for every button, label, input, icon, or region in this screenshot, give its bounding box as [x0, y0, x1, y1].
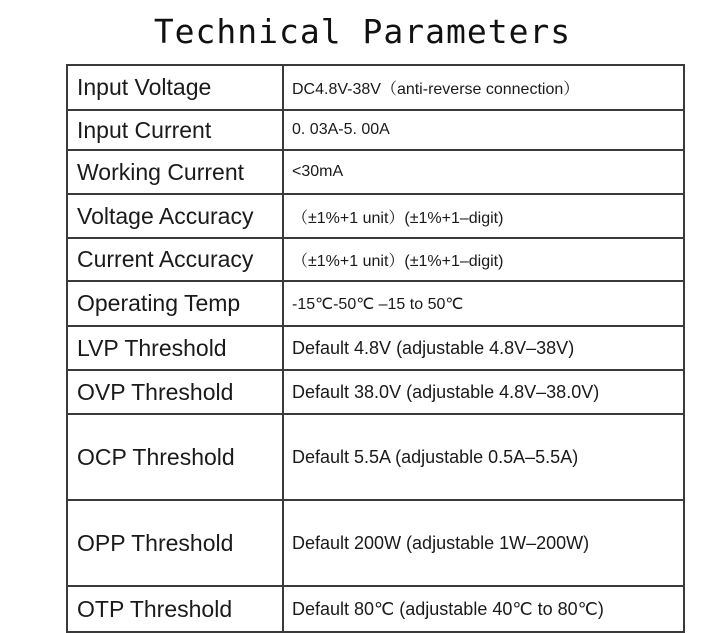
param-name: OTP Threshold — [67, 586, 283, 632]
table-row — [67, 370, 684, 414]
param-value: Default 80℃ (adjustable 40℃ to 80℃) — [283, 586, 684, 632]
param-value: <30mA — [283, 150, 684, 194]
param-value: （±1%+1 unit）(±1%+1–digit) — [283, 238, 684, 281]
table-row — [67, 194, 684, 238]
param-name: Operating Temp — [67, 281, 283, 326]
page-title: Technical Parameters — [153, 12, 572, 51]
param-name: Input Current — [67, 110, 283, 150]
table-row — [67, 110, 684, 150]
param-value: Default 38.0V (adjustable 4.8V–38.0V) — [283, 370, 684, 414]
param-name: Current Accuracy — [67, 238, 283, 281]
table-row — [67, 586, 684, 632]
table-row — [67, 326, 684, 370]
param-name: LVP Threshold — [67, 326, 283, 370]
parameters-table — [66, 64, 685, 633]
table-row — [67, 65, 684, 110]
param-name: OVP Threshold — [67, 370, 283, 414]
param-name: OPP Threshold — [67, 500, 283, 586]
param-value: Default 200W (adjustable 1W–200W) — [283, 500, 684, 586]
table-row — [67, 500, 684, 586]
param-value: Default 5.5A (adjustable 0.5A–5.5A) — [283, 414, 684, 500]
param-value: Default 4.8V (adjustable 4.8V–38V) — [283, 326, 684, 370]
param-name: Input Voltage — [67, 65, 283, 110]
param-name: Working Current — [67, 150, 283, 194]
param-value: （±1%+1 unit）(±1%+1–digit) — [283, 194, 684, 238]
param-value: 0. 03A-5. 00A — [283, 110, 684, 150]
param-value: DC4.8V-38V（anti-reverse connection） — [283, 65, 684, 110]
table-row — [67, 150, 684, 194]
param-name: Voltage Accuracy — [67, 194, 283, 238]
table-row — [67, 281, 684, 326]
table-row — [67, 414, 684, 500]
param-name: OCP Threshold — [67, 414, 283, 500]
param-value: -15℃-50℃ –15 to 50℃ — [283, 281, 684, 326]
table-row — [67, 238, 684, 281]
